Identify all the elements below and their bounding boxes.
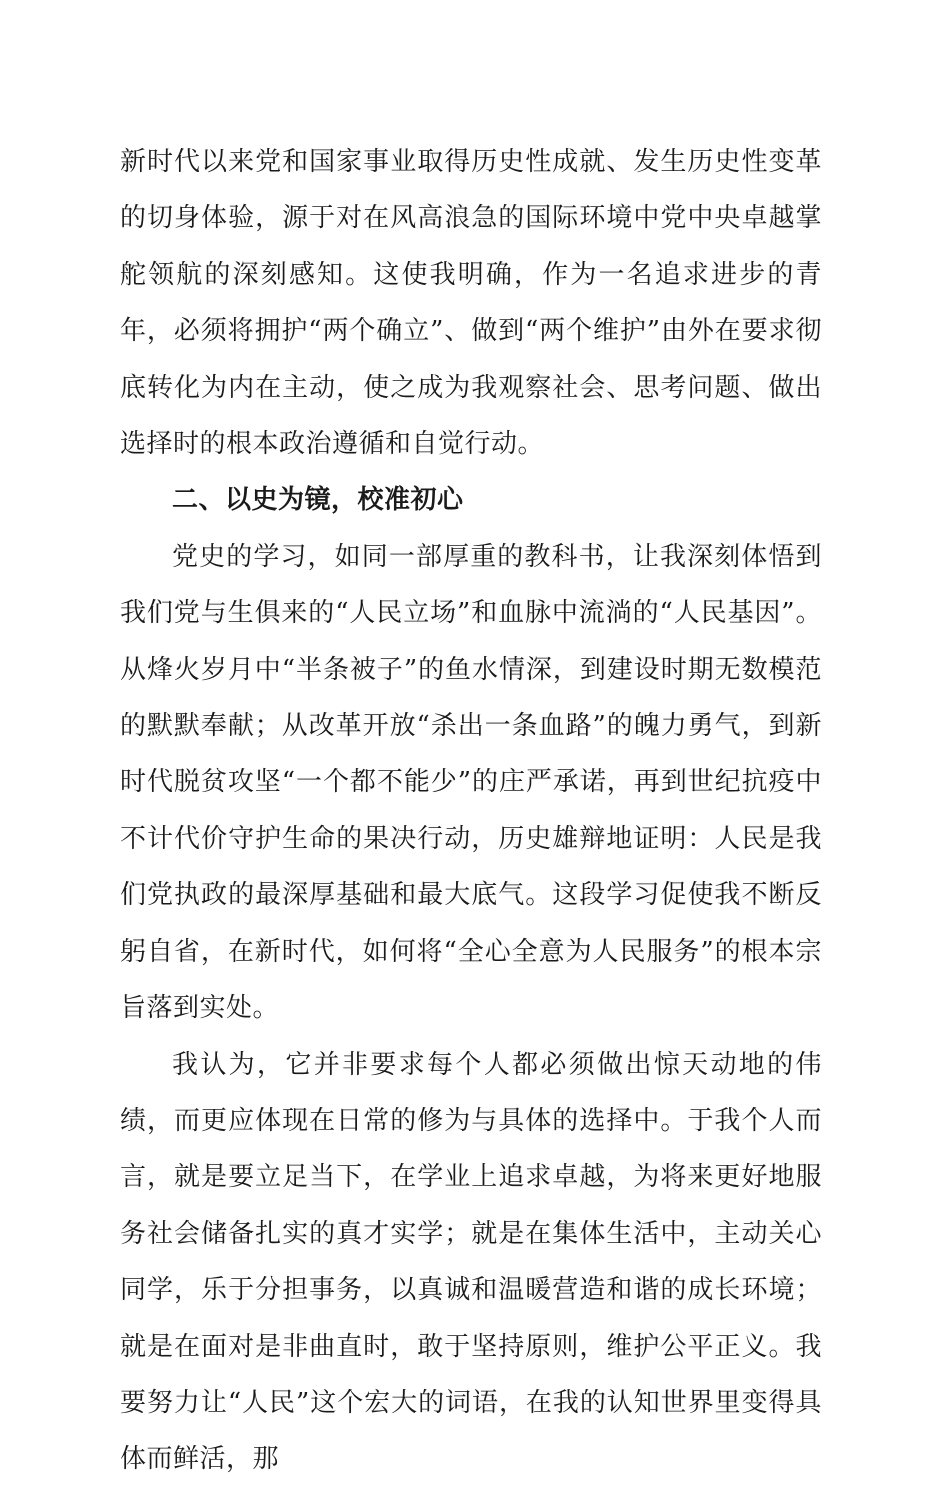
document-body — [120, 134, 822, 1488]
paragraph-continuation: 新时代以来党和国家事业取得历史性成就、发生历史性变革的切身体验，源于对在风高浪急的国际环境中党中央卓越掌舵领航的深刻感知。这使我明确，作为一名追求进步的青年，必须将拥护“两个确立”、做到“两个维护”由外在要求彻底转化为内在主动，使之成为我观察社会、思考问题、做出选择时的根本政治遵循和自觉行动。 — [120, 147, 822, 460]
section-heading: 二、以史为镜，校准初心 — [172, 485, 464, 516]
paragraph-party-history: 党史的学习，如同一部厚重的教科书，让我深刻体悟到我们党与生俱来的“人民立场”和血脉中流淌的“人民基因”。从烽火岁月中“半条被子”的鱼水情深，到建设时期无数模范的默默奉献；从改革开放“杀出一条血路”的魄力勇气，到新时代脱贫攻坚“一个都不能少”的庄严承诺，再到世纪抗疫中不计代价守护生命的果决行动，历史雄辩地证明：人民是我们党执政的最深厚基础和最大底气。这段学习促使我不断反躬自省，在新时代，如何将“全心全意为人民服务”的根本宗旨落到实处。 — [120, 541, 822, 1024]
paragraph-personal-view: 我认为，它并非要求每个人都必须做出惊天动地的伟绩，而更应体现在日常的修为与具体的选择中。于我个人而言，就是要立足当下，在学业上追求卓越，为将来更好地服务社会储备扎实的真才实学；就是在集体生活中，主动关心同学，乐于分担事务，以真诚和温暖营造和谐的成长环境；就是在面对是非曲直时，敢于坚持原则，维护公平正义。我要努力让“人民”这个宏大的词语，在我的认知世界里变得具体而鲜活，那 — [120, 1049, 822, 1475]
